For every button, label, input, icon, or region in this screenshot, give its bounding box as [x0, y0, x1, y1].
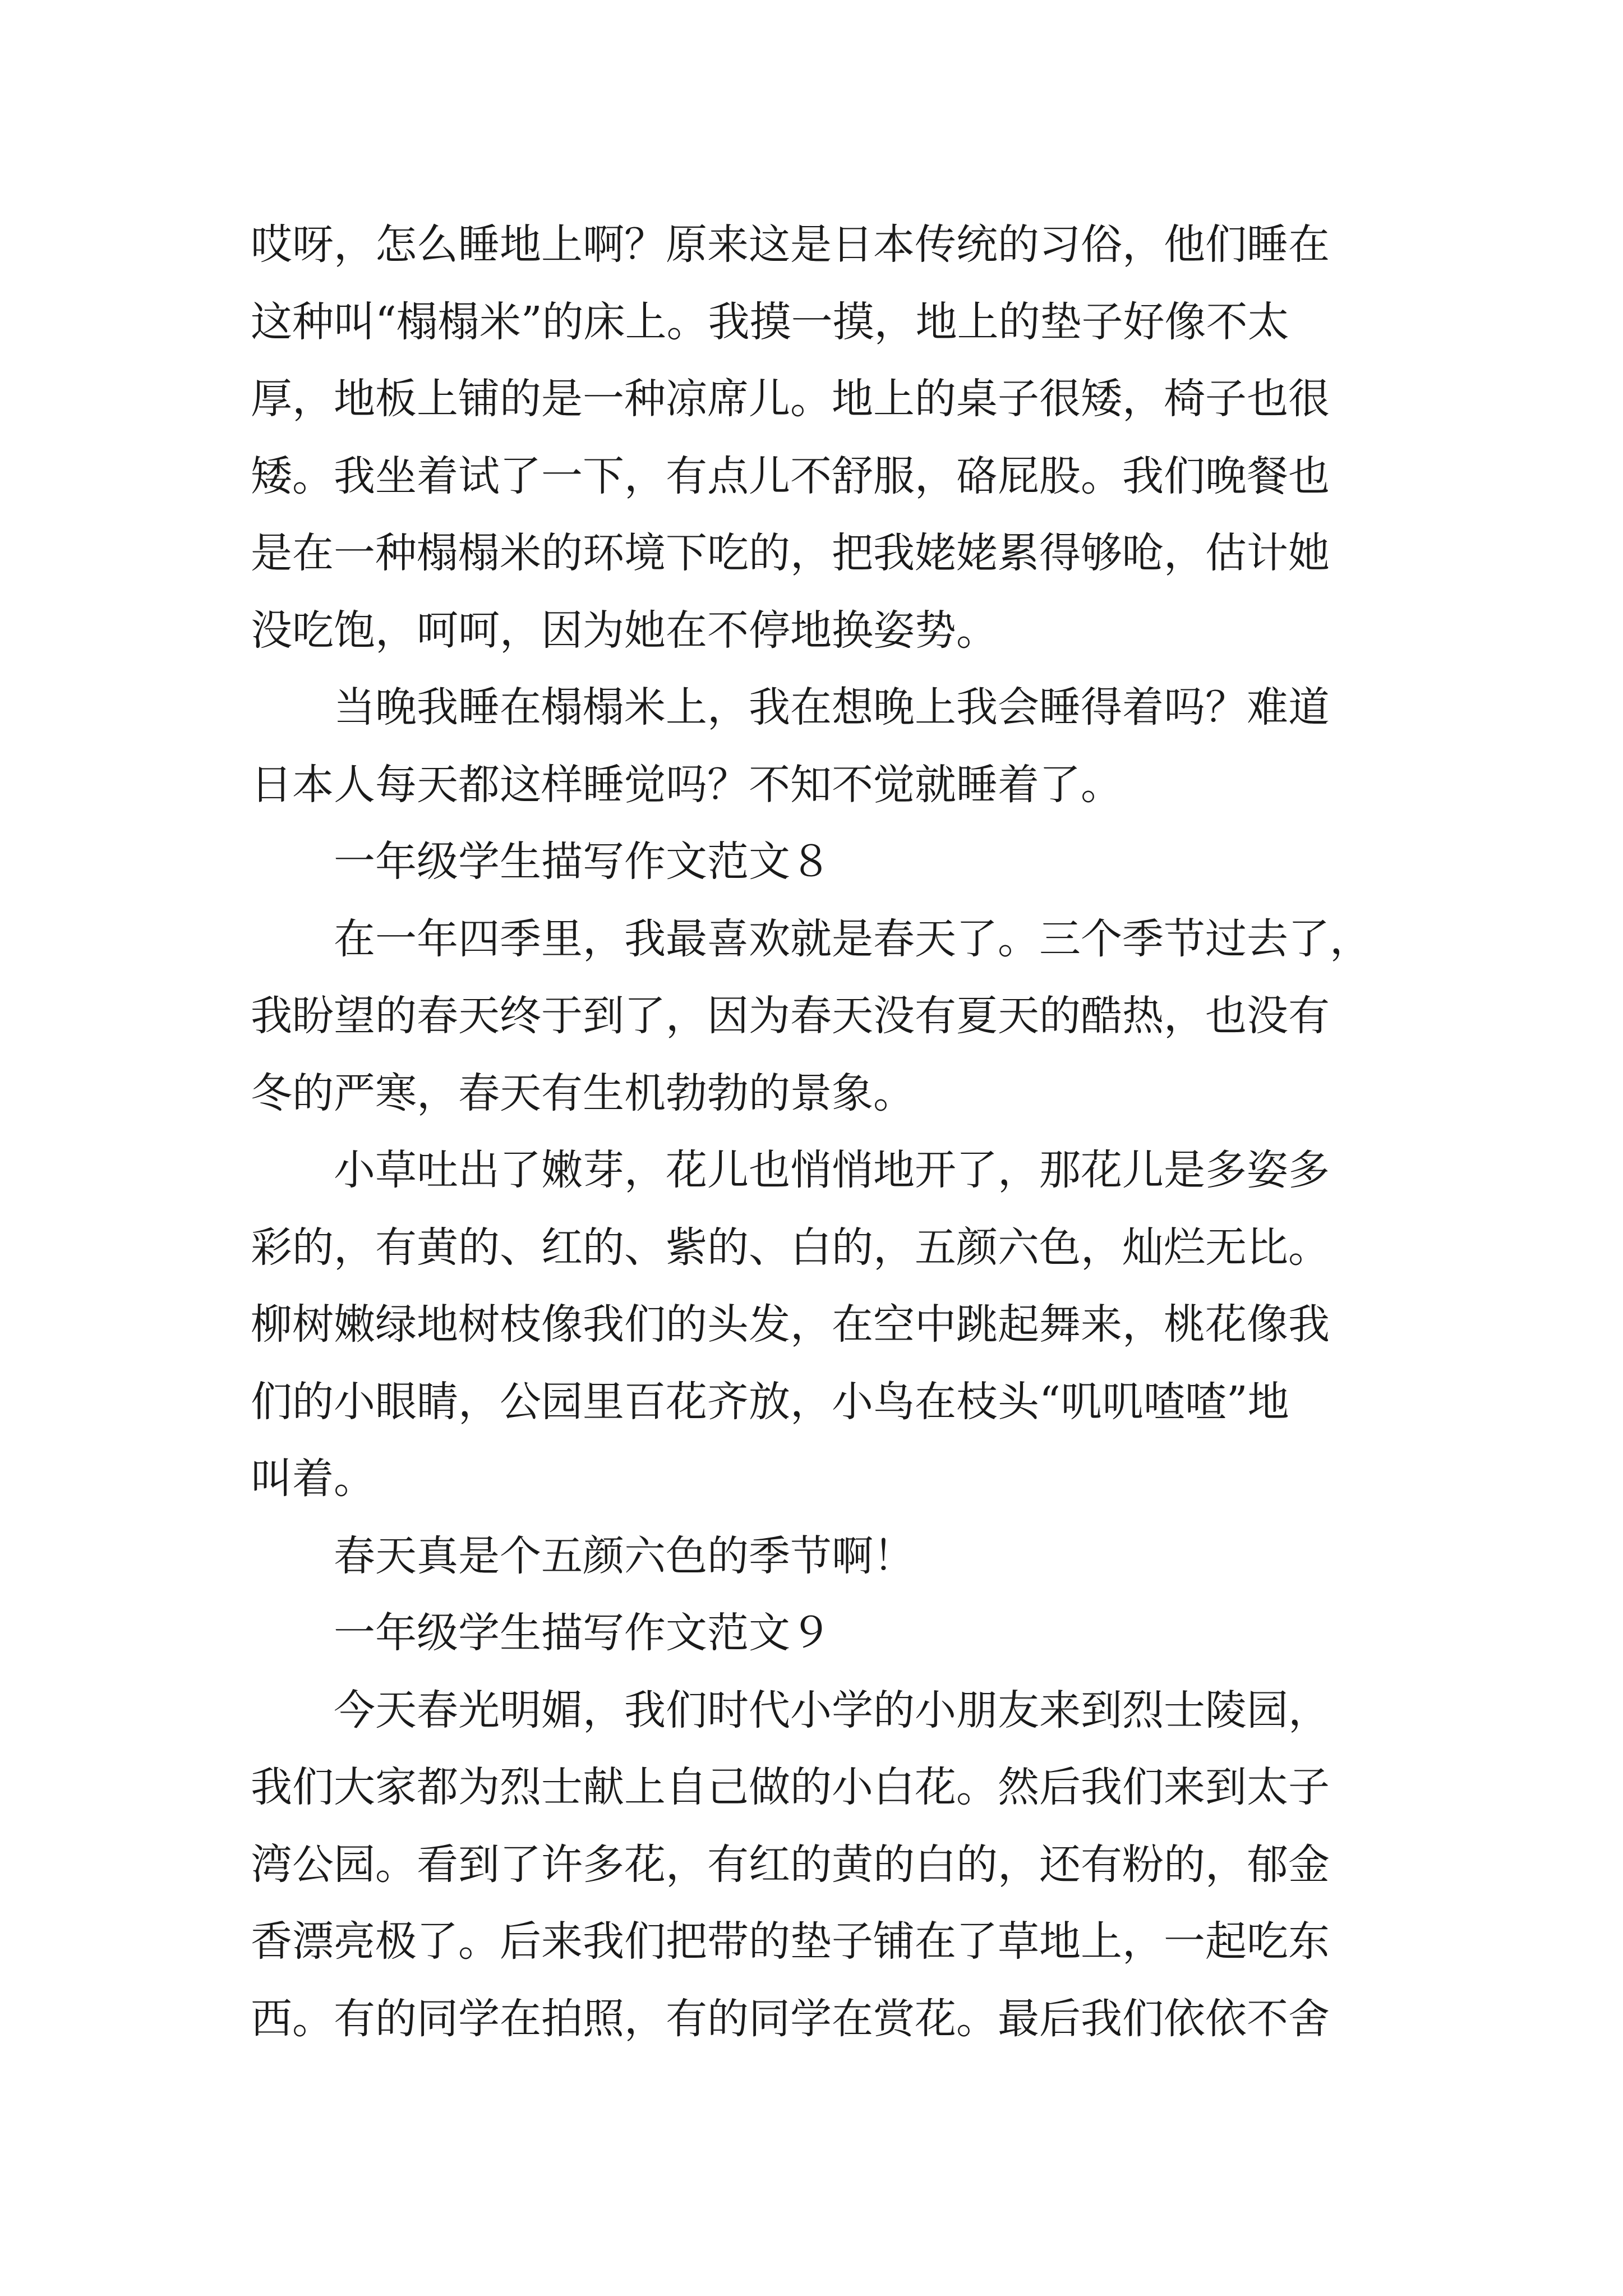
text-line: 在一年四季里，我最喜欢就是春天了。三个季节过去了，: [334, 914, 1371, 963]
text-line: 今天春光明媚，我们时代小学的小朋友来到烈士陵园，: [334, 1686, 1330, 1734]
text-line: 哎呀，怎么睡地上啊？原来这是日本传统的习俗，他们睡在: [251, 220, 1330, 269]
text-line: 我们大家都为烈士献上自己做的小白花。然后我们来到太子: [251, 1763, 1330, 1811]
text-line: 湾公园。看到了许多花，有红的黄的白的，还有粉的，郁金: [251, 1840, 1330, 1889]
text-line: 矮。我坐着试了一下，有点儿不舒服，硌屁股。我们晚餐也: [251, 452, 1330, 500]
text-line: 没吃饱，呵呵，因为她在不停地换姿势。: [251, 606, 998, 655]
text-line: 们的小眼睛，公园里百花齐放，小鸟在枝头“叽叽喳喳”地: [251, 1377, 1289, 1426]
text-line: 这种叫“榻榻米”的床上。我摸一摸，地上的垫子好像不太: [251, 297, 1289, 346]
text-line: 柳树嫩绿地树枝像我们的头发，在空中跳起舞来，桃花像我: [251, 1300, 1330, 1349]
body-text: [251, 206, 1395, 2058]
text-line: 春天真是个五颜六色的季节啊！: [334, 1531, 915, 1580]
text-line: 小草吐出了嫩芽，花儿也悄悄地开了，那花儿是多姿多: [334, 1146, 1330, 1194]
text-line: 当晚我睡在榻榻米上，我在想晚上我会睡得着吗？难道: [334, 683, 1330, 731]
text-line: 彩的，有黄的、红的、紫的、白的，五颜六色，灿烂无比。: [251, 1223, 1330, 1272]
text-line: 日本人每天都这样睡觉吗？不知不觉就睡着了。: [251, 760, 1122, 809]
text-line: 冬的严寒，春天有生机勃勃的景象。: [251, 1069, 915, 1117]
text-line: 一年级学生描写作文范文８: [334, 838, 832, 886]
text-line: 西。有的同学在拍照，有的同学在赏花。最后我们依依不舍: [251, 1994, 1330, 2043]
text-line: 香漂亮极了。后来我们把带的垫子铺在了草地上，一起吃东: [251, 1917, 1330, 1966]
text-line: 我盼望的春天终于到了，因为春天没有夏天的酷热，也没有: [251, 992, 1330, 1040]
text-line: 厚，地板上铺的是一种凉席儿。地上的桌子很矮，椅子也很: [251, 375, 1330, 423]
text-line: 一年级学生描写作文范文９: [334, 1609, 832, 1657]
text-line: 叫着。: [251, 1455, 375, 1503]
text-line: 是在一种榻榻米的环境下吃的，把我姥姥累得够呛，估计她: [251, 529, 1330, 577]
